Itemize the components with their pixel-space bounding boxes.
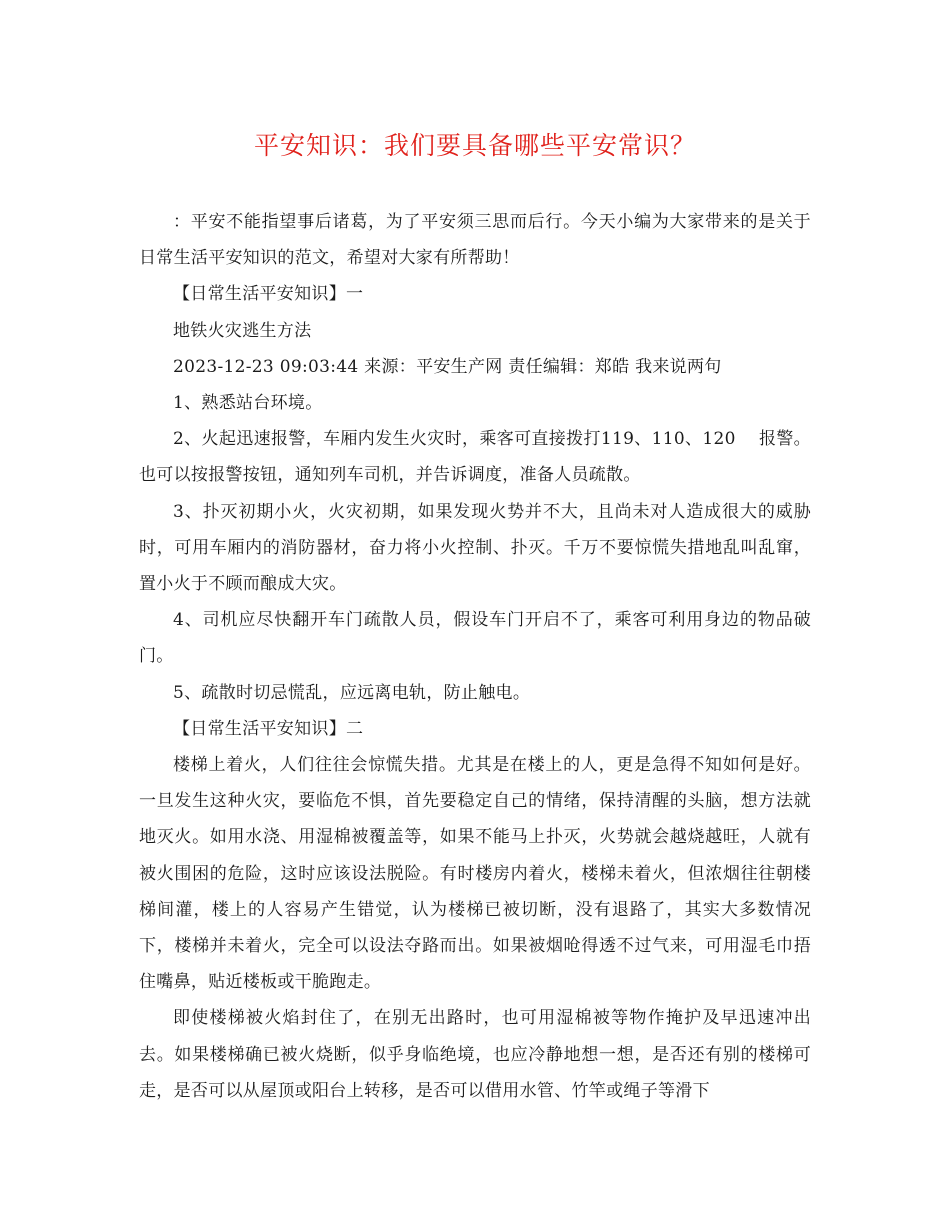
list-item-4: 4、司机应尽快翻开车门疏散人员，假设车门开启不了，乘客可利用身边的物品破门。 (139, 610, 811, 667)
stair-fire-paragraph: 楼梯上着火，人们往往会惊慌失措。尤其是在楼上的人，更是急得不知如何是好。一旦发生这种火灾，要临危不惧，首先要稳定自己的情绪，保持清醒的头脑，想方法就地灭火。如用水浇、用湿棉被覆盖等，如果不能马上扑灭，火势就会越烧越旺，人就有被火围困的危险，这时应该设法脱险。有时楼房内着火，楼梯未着火，但浓烟往往朝楼梯间灌，楼上的人容易产生错觉，认为楼梯已被切断，没有退路了，其实大多数情况下，楼梯并未着火，完全可以设法夺路而出。如果被烟呛得透不过气来，可用湿毛巾捂住嘴鼻，贴近楼板或干脆跑走。 (139, 755, 811, 993)
intro-paragraph: ：平安不能指望事后诸葛，为了平安须三思而后行。今天小编为大家带来的是关于日常生活平安知识的范文，希望对大家有所帮助！ (139, 212, 811, 269)
list-item-5: 5、疏散时切忌慌乱，应远离电轨，防止触电。 (173, 682, 531, 703)
stair-blocked-paragraph: 即使楼梯被火焰封住了，在别无出路时，也可用湿棉被等物作掩护及早迅速冲出去。如果楼梯确已被火烧断，似乎身临绝境，也应冷静地想一想，是否还有别的楼梯可走，是否可以从屋顶或阳台上转移，是否可以借用水管、竹竿或绳子等滑下 (139, 1008, 811, 1101)
list-item-2: 2、火起迅速报警，车厢内发生火灾时，乘客可直接拨打119、110、120 报警。也可以按报警按钮，通知列车司机，并告诉调度，准备人员疏散。 (139, 429, 811, 486)
list-item-1: 1、熟悉站台环境。 (173, 393, 323, 414)
document-title: 平安知识：我们要具备哪些平安常识？ (253, 131, 696, 160)
list-item-3: 3、扑灭初期小火，火灾初期，如果发现火势并不大，且尚未对人造成很大的威胁时，可用车厢内的消防器材，奋力将小火控制、扑灭。千万不要惊慌失措地乱叫乱窜，置小火于不顾而酿成大灾。 (139, 501, 811, 595)
subtitle-subway-fire-escape: 地铁火灾逃生方法 (173, 320, 312, 341)
document-body (139, 204, 811, 1109)
section-heading-two: 【日常生活平安知识】二 (173, 718, 364, 739)
section-heading-one: 【日常生活平安知识】一 (173, 284, 364, 305)
article-meta: 2023-12-23 09:03:44 来源：平安生产网 责任编辑：郑皓 我来说两句 (173, 356, 722, 377)
